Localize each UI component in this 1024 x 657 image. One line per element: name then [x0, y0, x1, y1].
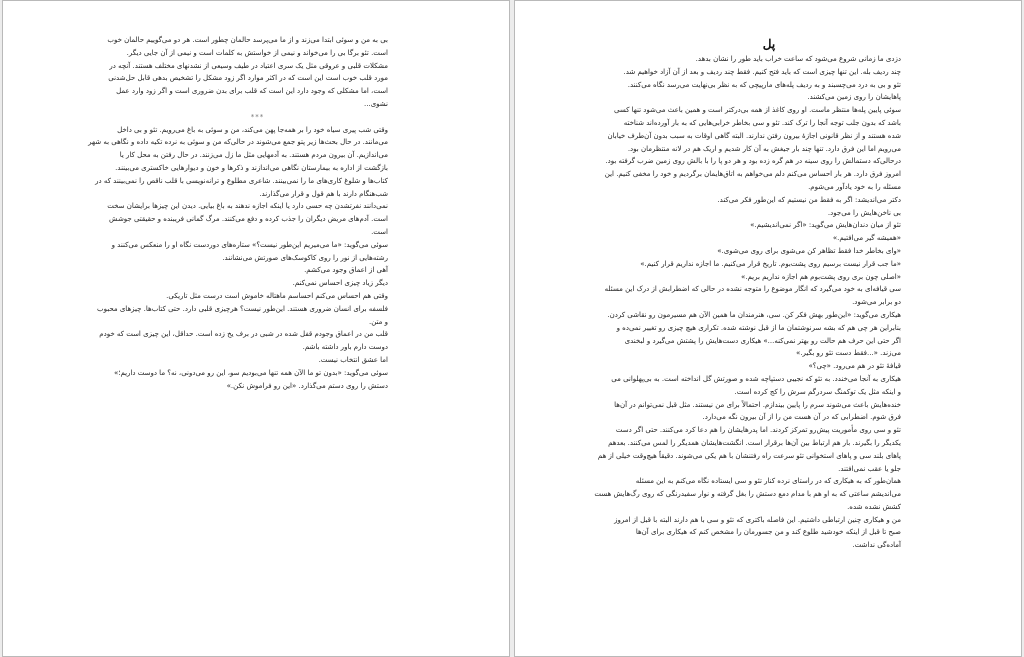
text-line: سوئی پایین پله‌ها منتظر ماست. او روی کاغذ از همه بی‌درکتر است و همین باعث می‌شود تنها کسی	[614, 106, 901, 115]
text-line: دزدی ما زمانی شروع می‌شود که ساعت خراب باید طور را نشان بدهد.	[695, 55, 901, 63]
text-line: اگر حتی این حرف هم حالت رو بهتر نمی‌کنه...» هیکاری دست‌هایش را پشتش می‌گیرد و لبخندی	[624, 336, 901, 345]
text-line: است. تئو برگا بی را می‌خواند و نیمی از خواستش به کلمات است و نیمی از آن جایی دیگر.	[126, 48, 388, 57]
left-page	[2, 0, 510, 657]
text-line: است.	[371, 227, 388, 236]
text-line: شب‌هنگام دارند با هم قول و قرار می‌گذارند.	[259, 189, 388, 198]
text-line: و اینکه مثل یک توکمنگ سردرگم سرش را کج کرده است.	[734, 387, 901, 396]
text-line: می‌مانند. در حال بحث‌ها زیر پتو جمع می‌شوند در حالی‌که من و سوئی به نرده تکیه داده و نگاهی به شهر	[88, 138, 388, 147]
text-line: باشد که بدون جلب توجه آنجا را ترک کند. تئو و سی بخاطر خرابی‌هایی که به بار آورده‌اند شناخته	[623, 118, 901, 127]
text-line: درحالی‌که دستمالش را روی سینه در هم گره زده بود و هر دو پا را با بالش روی زمین ضرب گرفته بود.	[605, 157, 901, 166]
text-line: تئو و سی روی مأموریت پیش‌رو تمرکز کردند. اما پدرهایشان را هم دعا کرد می‌کنند. حتی اگر دست	[615, 426, 901, 435]
text-line: بی به من و سوئی ابتدا می‌زند و از ما می‌پرسد حالمان چطور است. هر دو می‌گوییم حالمان خوب	[107, 36, 388, 44]
text-line: مشکلات قلبی و عروقی مثل یک سری اعتیاد در طیف وسیعی از نشدنهای مختلف هستند. آنچه در	[109, 61, 388, 70]
text-line: سوئی می‌گوید: «ما می‌میریم این‌طور نیست؟» ستاره‌های دوردست نگاه او را منعکس می‌کنند و	[111, 240, 388, 249]
text-line: می‌رویم اما این فرق دارد. تنها چند بار جیغش به آن کار شدیم و اریک هم در لانه منتظرمان بود.	[627, 144, 901, 153]
text-line: نمی‌دانند نفرتشدن چه حسی دارد یا اینکه اجازه ندهند به باغ بیایی. دیدن این چیزها برایشان سخت	[107, 202, 388, 211]
text-line: مسئله را به خود یادآور می‌شوم.	[808, 182, 901, 191]
text-line: اما عشق انتخاب نیست.	[318, 355, 388, 364]
text-line: همان‌طور که به هیکاری که در راستای نرده کنار تئو و سی ایستاده نگاه می‌کنم به این مسئله	[635, 477, 901, 486]
text-line: مورد قلب خوب است این است که در اکثر موارد اگر زود مشکل را تشخیص بدهی قابل حل‌شدنی	[108, 74, 388, 83]
text-line: کتاب‌ها و شلوغ کاری‌های ما را نمی‌بینند. شاعری مطلوع و ترانه‌نویسی با قلب ناقص را نمی‌بینند که در	[95, 176, 388, 185]
text-line: است. آدم‌های مریض دیگران را جذب کرده و دفع می‌کنند. مرگ گمانی فریبنده و حقیقتی جوشش	[109, 215, 388, 224]
text-line: شده هستند و از نظر قانونی اجازهٔ بیرون رفتن ندارند. البته گاهی اوقات به سبب بدون آن‌طرف خیابان	[607, 131, 901, 140]
text-line: من و هیکاری چنین ارتباطی داشتیم. این فاصله باکتری که تئو و سی با هم دارند البته با قبل از امروز	[614, 515, 901, 524]
text-line: امروز فرق دارد. هر بار احساس می‌کنم دلم می‌خواهم به اتاق‌هایمان برگردیم و خود را مخفی کنیم. این	[604, 170, 901, 179]
text-line: «وای بخاطر خدا فقط تظاهر کن می‌شوی برای روی می‌شوی.»	[717, 246, 901, 255]
text-line: «همیشه گیر می‌افتیم.»	[832, 234, 901, 243]
text-line: وقتی هم احساس می‌کنم احساسم ماهتاله خاموش است درست مثل تاریکی.	[166, 291, 388, 300]
text-line: پاهایشان را روی زمین می‌کشند.	[807, 93, 901, 102]
left-page-text	[88, 34, 388, 392]
text-line: سی قیافه‌ای به خود می‌گیرد که انگار موضوع را متوجه نشده در حالی که اضطرابش از درک این مسئله	[604, 285, 901, 294]
text-line: دکتر می‌اندیشد: اگر به فقط من نیستیم که این‌طور فکر می‌کند.	[717, 195, 901, 204]
text-line: فلسفه برای انسان ضروری هستند. این‌طور نیست؟ هرچیزی قلبی دارد. حتی کتاب‌ها. چیزهای محبوب	[97, 304, 388, 313]
text-line: سوئی می‌گوید: «بدون تو ما الآن همه تنها می‌بودیم سو، این رو می‌دونی، نه؟ ما دوست داریم؛»	[113, 368, 388, 377]
text-line: آماده‌گی نداشت.	[852, 541, 901, 550]
text-line: دوست دارم باور داشته باشم.	[302, 343, 388, 352]
text-line: قلب من در اعماق وجودم قفل شده در شبی در برف یخ زده است. حداقل، این چیزی است که خودم	[99, 330, 388, 339]
text-line: بنابراین هر چی هم که بشه سرنوشتمان ما از قبل نوشته شده. تکراری هیچ چیزی رو تغییر نمی‌ده و	[616, 323, 901, 332]
text-line: فرق شوم. اضطرابی که در آن هست من را از آن بیرون نگه می‌دارد.	[702, 413, 901, 422]
text-line: جلو یا عقب نمی‌افتند.	[838, 464, 901, 473]
right-page	[514, 0, 1022, 657]
text-line: تئو و بی به درد می‌چسبند و به ردیف پله‌های مارپیچی که به نظر بی‌نهایت می‌رسد نگاه می‌کنند.	[627, 80, 901, 89]
text-line: بی ناخن‌هایش را می‌جود.	[827, 208, 901, 217]
text-line: می‌زند. «...فقط دست تئو رو بگیر.»	[795, 349, 901, 358]
chapter-title: پل	[762, 37, 776, 51]
text-line: است، اما مشکلی که وجود دارد این است که قلب برای بدن ضروری است و اگر زود وارد عمل	[116, 87, 388, 96]
text-line: دستش را روی دستم می‌گذارد. «این رو فراموش نکن.»	[226, 381, 388, 390]
text-line: وقتی شب پیری سیاه خود را بر همه‌جا پهن می‌کند، من و سوئی به باغ می‌رویم. تئو و بی داخل	[117, 125, 388, 134]
text-line: خنده‌هایش باعث می‌شوند سرم را پایین بیندازم. احتمالاً برای من نیستند. مثل قبل نمی‌توانم در آن‌ها	[614, 400, 901, 409]
text-line: می‌اندازیم. آن بیرون مردم هستند. به آدمهایی مثل ما زل می‌زنند. در حال رفتن به محل کار یا	[119, 151, 388, 160]
right-page-text	[594, 53, 901, 552]
text-line: بازگشت از اداره به بیمارستان نگاهی می‌اندازند و ذکرها و خون و دیوارهایی خاکستری می‌بینند.	[115, 163, 388, 172]
section-separator: ***	[250, 112, 265, 121]
text-line: «اصلی چون بری روی پشت‌بوم هم اجازه نداریم بریم.»	[741, 272, 901, 281]
text-line: رشته‌هایی از نور را روی کاکوسک‌های صورتش می‌نشانند.	[222, 253, 388, 262]
text-line: پاهای بلند سی و پاهای استخوانی تئو سرعت راه رفتنشان با هم یکی می‌شوند. دقیقاً هیچ‌وقت خیلی از هم	[597, 451, 901, 460]
text-line: دو برابر می‌شود.	[852, 298, 901, 307]
text-line: کشش نشده شده.	[847, 502, 901, 511]
text-line: و متن.	[368, 317, 388, 326]
text-line: تئو از میان دندان‌هایش می‌گوید: «اگر نمی‌اندیشیم.»	[750, 221, 901, 230]
text-line: نشوی...	[364, 99, 388, 108]
text-line: چند ردیف بله. این تنها چیزی است که باید فتح کنیم. فقط چند ردیف و بعد از آن آزاد خواهیم شد.	[623, 67, 901, 76]
text-line: «ما جب قرار نیست برسیم روی پشت‌بوم. تاریخ قرار می‌کنیم. ما اجازه نداریم قرار کنیم.»	[640, 259, 901, 268]
text-line: هیکاری به آنجا می‌خندد. به تئو که نجیبی دستپاچه شده و صورتش گل انداخته است. به بی‌پهلوانی می	[611, 374, 901, 383]
text-line: قیافهٔ تئو در هم می‌رود. «چی؟»	[808, 362, 901, 371]
text-line: صبح تا قبل از اینکه خودشید طلوع کند و من جسورمان را مشخص کنم که هیکاری برای آن‌ها	[635, 528, 901, 537]
text-line: یکدیگر را بگیرند. بار هم ارتباط بین آن‌ها برقرار است. انگشت‌هایشان همدیگر را لمس می‌کنند. بعدهم	[608, 438, 901, 447]
text-line: می‌اندیشم ساعتی که به او هم با مدام دمع دستش را بغل گرفته و نوار سفیدرنگی که روی رگ‌هایش هست	[594, 490, 901, 499]
text-line: دیگر زیاد چیزی احساس نمی‌کنم.	[292, 279, 388, 288]
text-line: آهی از اعماق وجود می‌کشم.	[304, 266, 388, 275]
text-line: هیکاری می‌گوید: «این‌طور بهش فکر کن. سی، هنرمندان ما همین الآن هم مسیرمون رو نقاشی کردن.	[607, 310, 901, 319]
